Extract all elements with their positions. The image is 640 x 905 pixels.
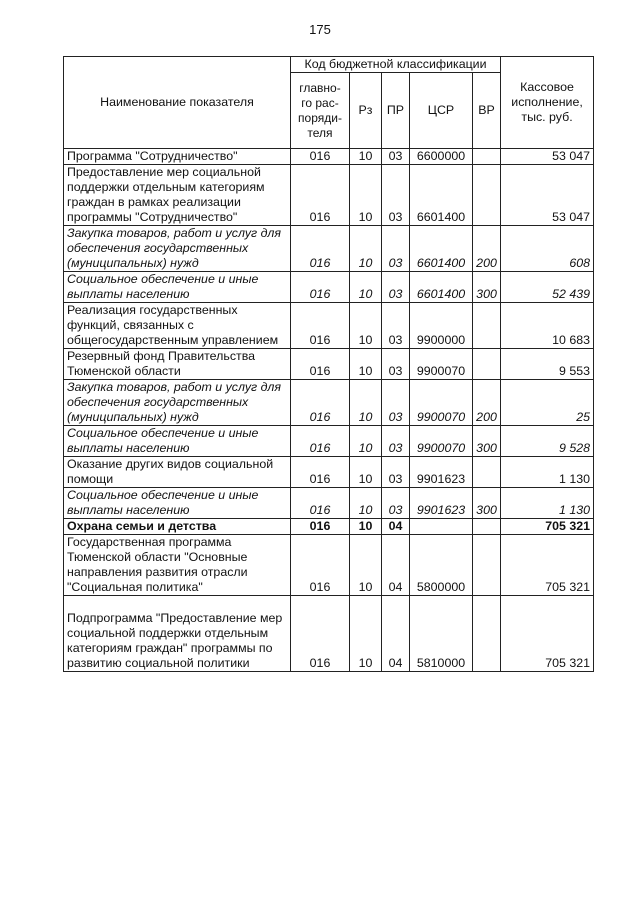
row-rz: 10	[350, 165, 382, 226]
row-pr: 03	[382, 272, 410, 303]
row-name: Резервный фонд Правительства Тюменской области	[64, 349, 291, 380]
row-name: Оказание других видов социальной помощи	[64, 457, 291, 488]
row-csr: 9900070	[410, 426, 473, 457]
header-code-group: Код бюджетной классификации	[291, 57, 501, 73]
page-number: 175	[309, 22, 331, 37]
row-name: Закупка товаров, работ и услуг для обеспечения государственных (муниципальных) нужд	[64, 380, 291, 426]
row-amount: 10 683	[501, 303, 594, 349]
row-csr: 9901623	[410, 457, 473, 488]
row-glav: 016	[291, 488, 350, 519]
row-amount: 52 439	[501, 272, 594, 303]
row-amount: 53 047	[501, 165, 594, 226]
row-amount: 608	[501, 226, 594, 272]
row-pr: 04	[382, 596, 410, 672]
table-row	[64, 519, 594, 535]
table-row	[64, 426, 594, 457]
row-glav: 016	[291, 272, 350, 303]
budget-table	[63, 56, 594, 672]
row-rz: 10	[350, 380, 382, 426]
row-name: Подпрограмма "Предоставление мер социальной поддержки отдельным категориям граждан" программы по развитию социальной политики	[64, 596, 291, 672]
row-vr: 300	[473, 272, 501, 303]
table-row	[64, 272, 594, 303]
row-vr	[473, 303, 501, 349]
row-glav: 016	[291, 426, 350, 457]
row-glav: 016	[291, 519, 350, 535]
row-csr: 9900070	[410, 380, 473, 426]
row-glav: 016	[291, 457, 350, 488]
row-rz: 10	[350, 272, 382, 303]
row-csr: 9900070	[410, 349, 473, 380]
table-row	[64, 349, 594, 380]
row-glav: 016	[291, 349, 350, 380]
table-row	[64, 303, 594, 349]
row-rz: 10	[350, 596, 382, 672]
row-vr	[473, 596, 501, 672]
row-rz: 10	[350, 226, 382, 272]
row-rz: 10	[350, 488, 382, 519]
row-rz: 10	[350, 457, 382, 488]
row-pr: 03	[382, 426, 410, 457]
row-pr: 03	[382, 303, 410, 349]
table-row	[64, 596, 594, 672]
row-csr: 6601400	[410, 165, 473, 226]
row-amount: 705 321	[501, 535, 594, 596]
row-pr: 03	[382, 380, 410, 426]
row-glav: 016	[291, 226, 350, 272]
row-rz: 10	[350, 535, 382, 596]
header-rz: Рз	[350, 73, 382, 149]
row-vr	[473, 457, 501, 488]
table-body	[64, 149, 594, 672]
row-csr	[410, 519, 473, 535]
row-glav: 016	[291, 149, 350, 165]
row-rz: 10	[350, 303, 382, 349]
row-pr: 04	[382, 519, 410, 535]
row-vr	[473, 149, 501, 165]
table-row	[64, 165, 594, 226]
table-row	[64, 457, 594, 488]
row-name: Государственная программа Тюменской области "Основные направления развития отрасли "Социальная политика"	[64, 535, 291, 596]
row-rz: 10	[350, 349, 382, 380]
row-pr: 03	[382, 226, 410, 272]
header-vr: ВР	[473, 73, 501, 149]
row-glav: 016	[291, 596, 350, 672]
row-pr: 03	[382, 149, 410, 165]
row-glav: 016	[291, 380, 350, 426]
row-vr	[473, 165, 501, 226]
row-vr: 300	[473, 426, 501, 457]
row-amount: 1 130	[501, 488, 594, 519]
row-name: Предоставление мер социальной поддержки отдельным категориям граждан в рамках реализации программы "Сотрудничество"	[64, 165, 291, 226]
header-csr: ЦСР	[410, 73, 473, 149]
row-rz: 10	[350, 426, 382, 457]
row-glav: 016	[291, 303, 350, 349]
row-name: Социальное обеспечение и иные выплаты населению	[64, 426, 291, 457]
row-name: Закупка товаров, работ и услуг для обеспечения государственных (муниципальных) нужд	[64, 226, 291, 272]
row-rz: 10	[350, 519, 382, 535]
row-amount: 705 321	[501, 596, 594, 672]
row-amount: 1 130	[501, 457, 594, 488]
header-name: Наименование показателя	[64, 57, 291, 149]
row-amount: 53 047	[501, 149, 594, 165]
table-row	[64, 535, 594, 596]
row-pr: 03	[382, 457, 410, 488]
header-glav: главно-го рас-поряди-теля	[291, 73, 350, 149]
table-row	[64, 488, 594, 519]
table-header	[64, 57, 594, 149]
row-csr: 5800000	[410, 535, 473, 596]
table-row	[64, 226, 594, 272]
row-csr: 5810000	[410, 596, 473, 672]
row-vr: 200	[473, 226, 501, 272]
row-name: Программа "Сотрудничество"	[64, 149, 291, 165]
row-vr: 200	[473, 380, 501, 426]
row-csr: 6601400	[410, 272, 473, 303]
table-row	[64, 149, 594, 165]
row-pr: 03	[382, 165, 410, 226]
row-amount: 9 553	[501, 349, 594, 380]
row-csr: 9900000	[410, 303, 473, 349]
row-pr: 04	[382, 535, 410, 596]
row-pr: 03	[382, 349, 410, 380]
row-csr: 6601400	[410, 226, 473, 272]
row-glav: 016	[291, 165, 350, 226]
row-name: Социальное обеспечение и иные выплаты населению	[64, 488, 291, 519]
row-csr: 6600000	[410, 149, 473, 165]
header-amount: Кассовое исполнение, тыс. руб.	[501, 57, 594, 149]
row-name: Социальное обеспечение и иные выплаты населению	[64, 272, 291, 303]
table-row	[64, 380, 594, 426]
row-csr: 9901623	[410, 488, 473, 519]
row-name: Реализация государственных функций, связанных с общегосударственным управлением	[64, 303, 291, 349]
row-name: Охрана семьи и детства	[64, 519, 291, 535]
row-pr: 03	[382, 488, 410, 519]
row-rz: 10	[350, 149, 382, 165]
row-amount: 705 321	[501, 519, 594, 535]
row-amount: 9 528	[501, 426, 594, 457]
row-glav: 016	[291, 535, 350, 596]
row-vr	[473, 349, 501, 380]
row-vr	[473, 519, 501, 535]
row-vr	[473, 535, 501, 596]
row-vr: 300	[473, 488, 501, 519]
header-pr: ПР	[382, 73, 410, 149]
row-amount: 25	[501, 380, 594, 426]
